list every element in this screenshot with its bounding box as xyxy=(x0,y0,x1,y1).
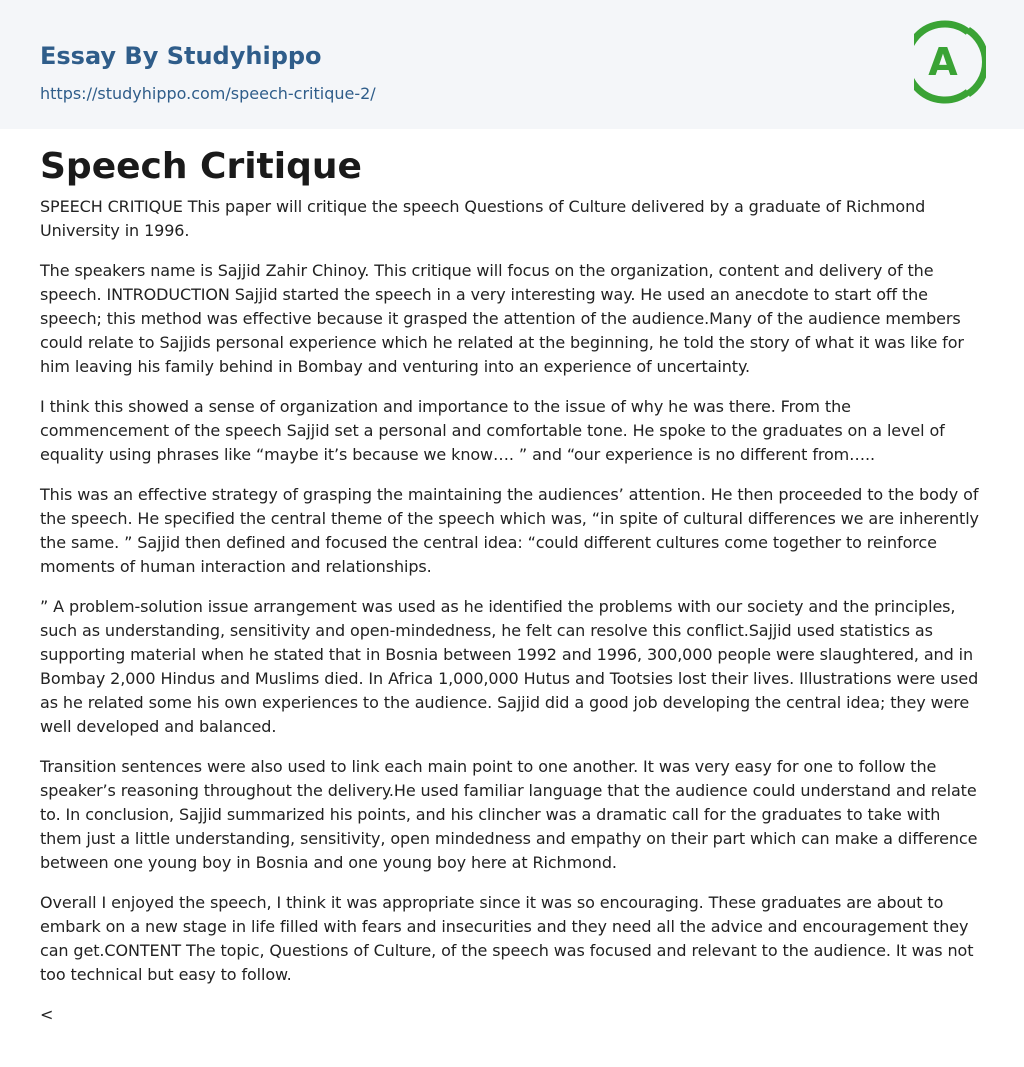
page-header xyxy=(0,0,1024,129)
paragraph: ” A problem-solution issue arrangement was used as he identified the problems with our society and the principles, such as understanding, sensitivity and open-mindedness, he felt can resolve this conflict.Sajjid used statistics as supporting material when he stated that in Bosnia between 1992 and 1996, 300,000 people were slaughtered, and in Bombay 2,000 Hindus and Muslims died. In Africa 1,000,000 Hutus and Tootsies lost their lives. Illustrations were used as he related some his own experiences to the audience. Sajjid did a good job developing the central idea; they were well developed and balanced. xyxy=(40,597,979,736)
logo-letter: A xyxy=(928,40,958,84)
brand-title: Essay By Studyhippo xyxy=(40,42,322,70)
paragraph: This was an effective strategy of grasping the maintaining the audiences’ attention. He then proceeded to the body of the speech. He specified the central theme of the speech which was, “in spite of cultural differences we are inherently the same. ” Sajjid then defined and focused the central idea: “could different cultures come together to reinforce moments of human interaction and relationships. xyxy=(40,485,979,576)
studyhippo-logo-icon[interactable] xyxy=(914,18,986,106)
source-url-link[interactable]: https://studyhippo.com/speech-critique-2/ xyxy=(40,84,376,103)
page-title: Speech Critique xyxy=(40,146,362,187)
paragraph: The speakers name is Sajjid Zahir Chinoy. This critique will focus on the organization, content and delivery of the speech. INTRODUCTION Sajjid started the speech in a very interesting way. He used an anecdote to start off the speech; this method was effective because it grasped the attention of the audience.Many of the audience members could relate to Sajjids personal experience which he related at the beginning, he told the story of what it was like for him leaving his family behind in Bombay and venturing into an experience of uncertainty. xyxy=(40,261,964,376)
paragraph: Overall I enjoyed the speech, I think it was appropriate since it was so encouraging. These graduates are about to embark on a new stage in life filled with fears and insecurities and they need all the advice and encouragement they can get.CONTENT The topic, Questions of Culture, of the speech was focused and relevant to the audience. It was not too technical but easy to follow. xyxy=(40,893,974,984)
essay-content xyxy=(0,129,1024,1027)
paragraph: Transition sentences were also used to link each main point to one another. It was very easy for one to follow the speaker’s reasoning throughout the delivery.He used familiar language that the audience could understand and relate to. In conclusion, Sajjid summarized his points, and his clincher was a dramatic call for the graduates to take with them just a little understanding, sensitivity, open mindedness and empathy on their part which can make a difference between one young boy in Bosnia and one young boy here at Richmond. xyxy=(40,757,978,872)
truncation-marker: < xyxy=(40,1005,54,1024)
paragraph: I think this showed a sense of organization and importance to the issue of why he was there. From the commencement of the speech Sajjid set a personal and comfortable tone. He spoke to the graduates on a level of equality using phrases like “maybe it’s because we know…. ” and “our experience is no different from….. xyxy=(40,397,945,464)
paragraph: SPEECH CRITIQUE This paper will critique the speech Questions of Culture delivered by a graduate of Richmond University in 1996. xyxy=(40,197,926,240)
